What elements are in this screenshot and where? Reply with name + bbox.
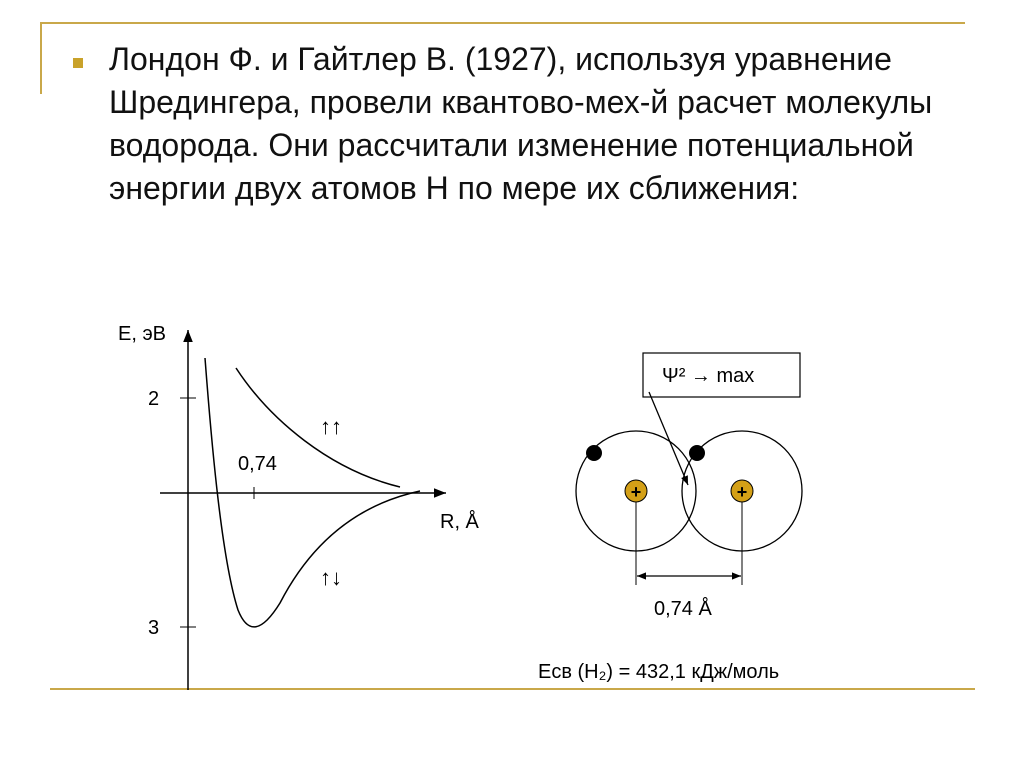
tick-label-lower: 3 bbox=[148, 617, 160, 639]
parallel-spins-label: ↑↑ bbox=[320, 414, 342, 439]
hydrogen-atoms-diagram bbox=[538, 353, 802, 683]
antiparallel-spins-label: ↑↓ bbox=[320, 565, 342, 590]
tick-label-upper: 2 bbox=[148, 388, 160, 410]
intro-paragraph: Лондон Ф. и Гайтлер В. (1927), используя уравнение Шредингера, провели квантово-мех-й расчет молекулы водорода. Они рассчитали изменение потенциальной энергии двух атомов Н по мере их сближения: bbox=[109, 41, 933, 206]
x-axis-label: R, Å bbox=[440, 511, 479, 533]
bond-energy-label: Eсв (H₂) = 432,1 кДж/моль bbox=[538, 661, 780, 683]
min-position-label: 0,74 bbox=[238, 453, 277, 475]
nucleus-right-sign: + bbox=[736, 482, 748, 502]
electron-right bbox=[689, 445, 705, 461]
psi-pointer-arrow bbox=[649, 392, 688, 485]
y-axis-label: E, эВ bbox=[118, 323, 166, 345]
electron-left bbox=[586, 445, 602, 461]
psi-label: Ψ² → max bbox=[662, 365, 755, 387]
distance-label: 0,74 Å bbox=[654, 598, 712, 620]
energy-graph bbox=[118, 323, 480, 690]
nucleus-left-sign: + bbox=[630, 482, 642, 502]
